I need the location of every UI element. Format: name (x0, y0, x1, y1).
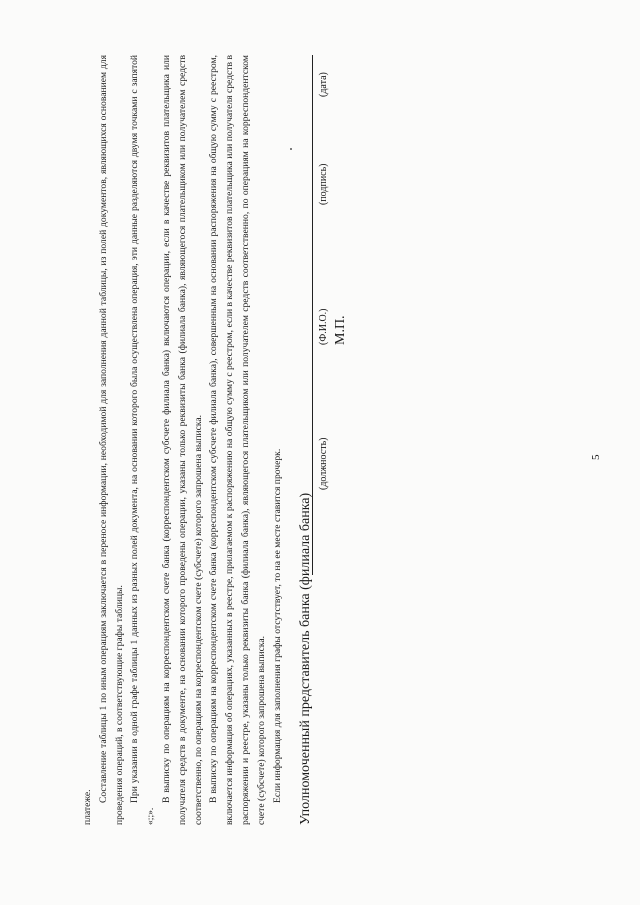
stamp-place: М.П. (333, 315, 348, 345)
paragraph-empty-field-dash: Если информация для заполнения графы отсутствует, то на ее месте ставится прочерк. (271, 448, 283, 803)
paragraph-table-composition: Составление таблицы 1 по иным операциям заключается в переносе информации, необходимой для заполнения данной таблицы, из полей документов, являющихся основанием для проведения операций, в соответствующие графы таблицы. (97, 55, 125, 825)
signature-line (312, 55, 313, 575)
page-number: 5 (590, 454, 602, 460)
paragraph-registry-operations: В выписку по операциям на корреспондентском счете банка (корреспондентском субсчете филиала банка), совершенным на основании распоряжения на общую сумму с реестром, включается информация об операциях, указанных в реестре, прилагаемом к распоряжению на общую сумму с реестром, если в качестве реквизитов плательщика или получателя средств в распоряжении и реестре, указаны только реквизиты банка (филиала банка), являющегося плательщиком или получателем средств соответственно, по операциям на корреспондентском счете (субсчете) которого запрошена выписка. (208, 55, 267, 825)
signature-title: Уполномоченный представитель банка (филиала банка) (298, 492, 313, 825)
label-full-name: (Ф.И.О.) (318, 308, 329, 345)
label-signature: (подпись) (318, 163, 329, 205)
label-position: (должность) (318, 437, 329, 490)
body-text (80, 55, 285, 825)
paragraph-separator-rule: При указании в одной графе таблицы 1 данных из разных полей документа, на основании которого была осуществлена операция, эти данные разделяются двумя точками с запятой «;;». (129, 55, 157, 825)
paragraph-statement-operations: В выписку по операциям на корреспондентском счете банка (корреспондентском субсчете филиала банка) включаются операции, если в качестве реквизитов плательщика или получателя средств в документе, на основании которого проведены операции, указаны только реквизиты банка (филиала банка), являющегося плательщиком или получателем средств соответственно, по операциям на корреспондентском счете (субсчете) которого запрошена выписка. (160, 55, 204, 825)
scan-speck (290, 148, 292, 150)
label-date: (дата) (318, 72, 329, 97)
paragraph-continuation: платеже. (82, 789, 93, 825)
